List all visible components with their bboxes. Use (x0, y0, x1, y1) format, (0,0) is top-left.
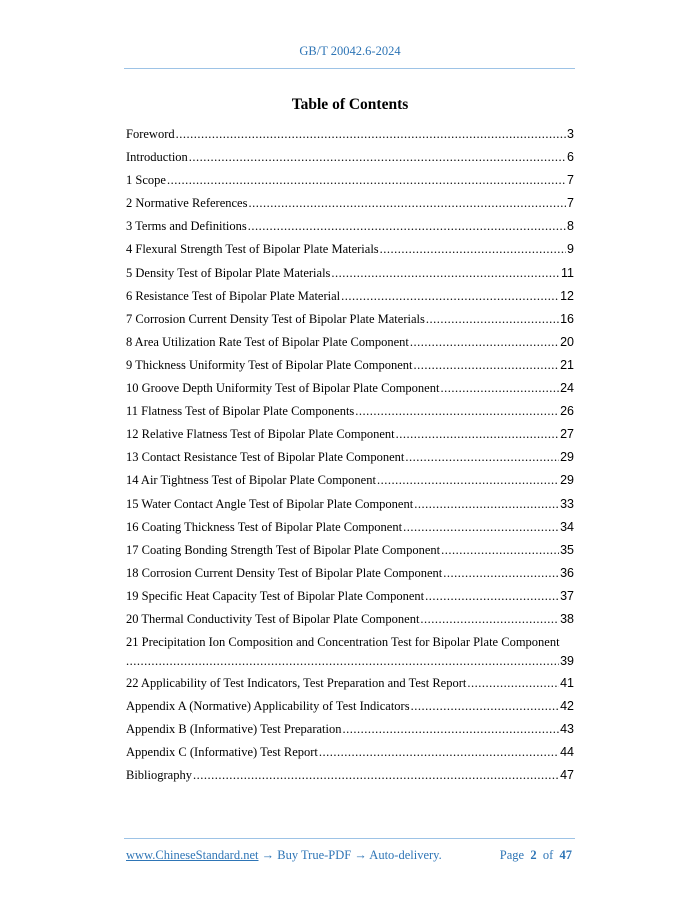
toc-dot-leader (420, 612, 559, 627)
toc-dot-leader (319, 745, 559, 760)
toc-entry[interactable] (126, 242, 574, 265)
toc-entry-page: 8 (567, 219, 574, 234)
toc-dot-leader (331, 266, 560, 281)
toc-entry-label: Appendix B (Informative) Test Preparation (126, 722, 342, 737)
toc-entry-label: 13 Contact Resistance Test of Bipolar Plate Component (126, 450, 405, 465)
toc-entry[interactable] (126, 745, 574, 768)
toc-dot-leader (410, 335, 559, 350)
toc-entry[interactable] (126, 127, 574, 150)
toc-entry-page: 27 (560, 427, 574, 442)
toc-entry-page: 11 (561, 265, 574, 280)
toc-entry[interactable] (126, 635, 574, 669)
toc-dot-leader (355, 404, 559, 419)
toc-entry-page: 16 (560, 311, 574, 326)
toc-entry-page: 12 (560, 288, 574, 303)
toc-entry[interactable] (126, 358, 574, 381)
toc-entry[interactable] (126, 312, 574, 335)
toc-entry-label: 20 Thermal Conductivity Test of Bipolar Plate Component (126, 611, 420, 626)
toc-entry[interactable] (126, 520, 574, 543)
toc-dot-leader (403, 520, 559, 535)
toc-dot-leader (248, 219, 566, 234)
toc-entry-label: 9 Thickness Uniformity Test of Bipolar Plate Component (126, 357, 413, 372)
toc-dot-leader (426, 312, 559, 327)
toc-dot-leader (377, 473, 559, 488)
toc-entry-label: 22 Applicability of Test Indicators, Test Preparation and Test Report (126, 676, 467, 691)
toc-entry[interactable] (126, 543, 574, 566)
toc-entry-page: 42 (560, 699, 574, 714)
page-prefix: Page (499, 848, 525, 862)
toc-entry-page: 37 (560, 588, 574, 603)
toc-entry[interactable] (126, 266, 574, 289)
toc-entry[interactable] (126, 196, 574, 219)
toc-entry-label: Appendix C (Informative) Test Report (126, 745, 318, 760)
toc-dot-leader (126, 654, 559, 669)
page-current: 2 (530, 848, 537, 862)
toc-entry-label: 8 Area Utilization Rate Test of Bipolar Plate Component (126, 334, 409, 349)
toc-entry-page: 38 (560, 611, 574, 626)
toc-entry-label: 19 Specific Heat Capacity Test of Bipolar Plate Component (126, 588, 425, 603)
toc-dot-leader (411, 699, 560, 714)
toc-entry-page: 34 (560, 519, 574, 534)
toc-dot-leader (380, 242, 566, 257)
toc-entry[interactable] (126, 589, 574, 612)
toc-dot-leader (341, 289, 559, 304)
toc-entry[interactable] (126, 289, 574, 312)
table-of-contents (126, 127, 574, 792)
toc-entry[interactable] (126, 676, 574, 699)
page-total: 47 (559, 848, 572, 862)
toc-dot-leader (467, 676, 559, 691)
toc-dot-leader (176, 127, 566, 142)
toc-dot-leader (413, 358, 559, 373)
toc-entry-label: 4 Flexural Strength Test of Bipolar Plate Materials (126, 242, 379, 257)
toc-entry-label: Foreword (126, 127, 175, 141)
toc-entry-label: 15 Water Contact Angle Test of Bipolar Plate Component (126, 496, 414, 511)
toc-entry-label: 7 Corrosion Current Density Test of Bipolar Plate Materials (126, 311, 425, 326)
toc-entry-label: 18 Corrosion Current Density Test of Bipolar Plate Component (126, 565, 443, 580)
toc-dot-leader (414, 497, 559, 512)
toc-entry-page: 3 (567, 127, 574, 141)
toc-entry-label: Appendix A (Normative) Applicability of Test Indicators (126, 699, 410, 714)
toc-entry-label: 17 Coating Bonding Strength Test of Bipolar Plate Component (126, 542, 441, 557)
website-link[interactable]: www.ChineseStandard.net (126, 848, 259, 862)
toc-title: Table of Contents (291, 96, 409, 113)
toc-entry-page: 47 (560, 768, 574, 783)
toc-entry[interactable] (126, 450, 574, 473)
footer-promo-text: → Buy True-PDF → Auto-delivery. (258, 848, 442, 862)
toc-entry-page: 7 (567, 173, 574, 188)
toc-entry-page: 20 (560, 334, 574, 349)
toc-dot-leader (443, 566, 559, 581)
header-divider (124, 68, 575, 69)
page-footer (126, 848, 572, 863)
page-indicator (500, 848, 572, 863)
toc-entry-page: 43 (560, 722, 574, 737)
toc-entry-label: 5 Density Test of Bipolar Plate Materials (126, 265, 331, 280)
toc-entry-page: 24 (560, 381, 574, 396)
footer-promo (126, 848, 442, 863)
toc-entry[interactable] (126, 473, 574, 496)
toc-entry-page: 44 (560, 745, 574, 760)
toc-dot-leader (405, 450, 559, 465)
toc-entry-label: 2 Normative References (126, 196, 248, 211)
toc-entry[interactable] (126, 173, 574, 196)
toc-entry[interactable] (126, 150, 574, 173)
toc-entry[interactable] (126, 497, 574, 520)
toc-entry-label: 12 Relative Flatness Test of Bipolar Plate Component (126, 427, 395, 442)
toc-entry-page: 21 (560, 357, 574, 372)
toc-entry-label: 16 Coating Thickness Test of Bipolar Plate Component (126, 519, 403, 534)
toc-dot-leader (167, 173, 566, 188)
toc-entry-page: 36 (560, 565, 574, 580)
toc-entry[interactable] (126, 381, 574, 404)
toc-entry-page: 9 (567, 242, 574, 257)
toc-dot-leader (248, 196, 566, 211)
toc-entry-page: 29 (560, 473, 574, 488)
toc-entry[interactable] (126, 612, 574, 635)
toc-entry[interactable] (126, 722, 574, 745)
toc-entry[interactable] (126, 699, 574, 722)
toc-entry-label: 21 Precipitation Ion Composition and Concentration Test for Bipolar Plate Component (126, 635, 560, 650)
document-code: GB/T 20042.6-2024 (299, 44, 401, 58)
toc-dot-leader (189, 150, 566, 165)
toc-entry-page: 39 (560, 654, 574, 669)
page-of: of (542, 848, 554, 862)
toc-entry-label: 10 Groove Depth Uniformity Test of Bipolar Plate Component (126, 381, 440, 396)
toc-entry-page: 26 (560, 404, 574, 419)
toc-dot-leader (441, 543, 559, 558)
footer-divider (124, 838, 575, 839)
toc-entry-label: 11 Flatness Test of Bipolar Plate Components (126, 404, 355, 419)
toc-entry-label: Bibliography (126, 768, 192, 783)
toc-dot-leader (396, 427, 559, 442)
toc-entry[interactable] (126, 768, 574, 791)
toc-entry-label: 1 Scope (126, 173, 166, 188)
toc-entry-page: 6 (567, 150, 574, 165)
toc-entry-label: 14 Air Tightness Test of Bipolar Plate Component (126, 473, 376, 488)
toc-dot-leader (425, 589, 559, 604)
toc-entry[interactable] (126, 404, 574, 427)
toc-entry-page: 41 (560, 676, 574, 691)
toc-entry[interactable] (126, 335, 574, 358)
toc-dot-leader (193, 768, 559, 783)
toc-dot-leader (343, 722, 560, 737)
toc-entry-page: 7 (567, 196, 574, 211)
toc-entry-page: 29 (560, 450, 574, 465)
toc-entry-label: 3 Terms and Definitions (126, 219, 247, 234)
toc-entry-label: 6 Resistance Test of Bipolar Plate Material (126, 288, 341, 303)
toc-entry[interactable] (126, 219, 574, 242)
toc-entry-page: 33 (560, 496, 574, 511)
toc-entry[interactable] (126, 427, 574, 450)
toc-entry-page: 35 (560, 542, 574, 557)
toc-dot-leader (440, 381, 559, 396)
toc-entry-label: Introduction (126, 150, 188, 165)
toc-entry[interactable] (126, 566, 574, 589)
